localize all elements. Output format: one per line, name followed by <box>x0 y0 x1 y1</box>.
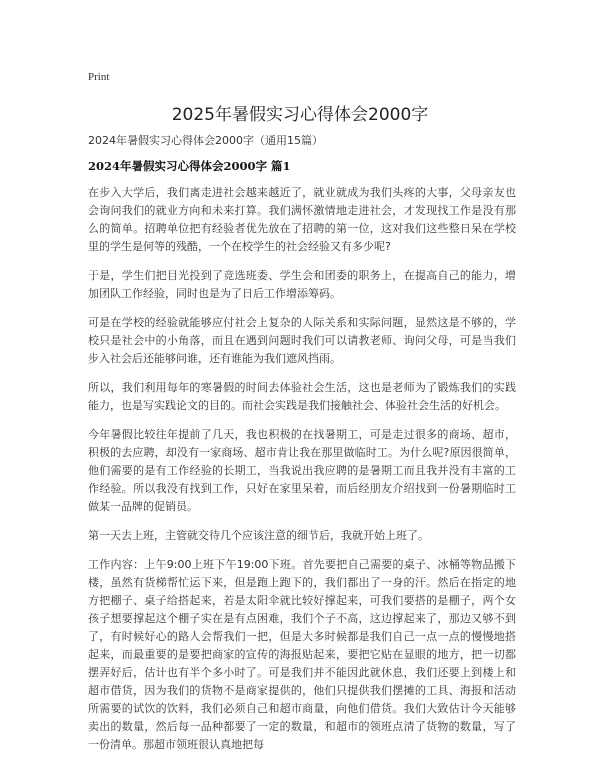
paragraph-7: 工作内容：上午9:00上班下午19:00下班。首先要把自己需要的桌子、冰桶等物品搬下楼，虽然有货梯帮忙运下来，但是跑上跑下的，我们都出了一身的汗。然后在指定的地方把棚子、桌子给搭起来，若是太阳伞就比较好撑起来，可我们要搭的是棚子，两个女孩子想要撑起这个棚子实在是有点困难，我们个子不高，这边撑起来了，那边又够不到了，有时候好心的路人会帮我们一把，但是大多时候都是我们自己一点一点的慢慢地搭起来，而最重要的是要把商家的宣传的海报贴起来，要把它贴在显眼的地方，把一切都摆弄好后，估计也有半个多小时了。可是我们并不能因此就休息，我们还要上到楼上和超市借货，因为我们的货物不是商家提供的，他们只提供我们摆摊的工具、海报和活动所需要的试饮的饮料，我们必须自己和超市商量，向他们借货。我们大致估计今天能够卖出的数量，然后每一品种都要了一定的数量，和超市的领班点清了货物的数量，写了一份清单。那超市领班很认真地把每 <box>88 558 516 751</box>
section-heading: 2024年暑假实习心得体会2000字 篇1 <box>88 159 291 173</box>
paragraph-1: 在步入大学后，我们离走进社会越来越近了，就业就成为我们头疼的大事，父母亲友也会询问我们的就业方向和未来打算。我们满怀激情地走进社会，才发现找工作是没有那么的简单。招聘单位把有经验者优先放在了招聘的第一位，这对我们这些整日呆在学校里的学生是何等的残酷，一个在校学生的社会经验又有多少呢? <box>88 186 516 253</box>
article-body <box>88 184 516 776</box>
document-subtitle: 2024年暑假实习心得体会2000字（通用15篇） <box>88 134 323 147</box>
paragraph-5: 今年暑假比较往年提前了几天，我也积极的在找暑期工，可是走过很多的商场、超市，积极的去应聘，却没有一家商场、超市肯让我在那里做临时工。为什么呢?原因很简单，他们需要的是有工作经验的长期工，当我说出我应聘的是暑期工而且我并没有丰富的工作经验。所以我没有找到工作，只好在家里呆着，而后经朋友介绍找到一份暑期临时工做某一品牌的促销员。 <box>88 428 516 513</box>
page-title: 2025年暑假实习心得体会2000字 <box>171 105 429 125</box>
paragraph-4: 所以，我们利用每年的寒暑假的时间去体验社会生活，这也是老师为了锻炼我们的实践能力，也是写实践论文的目的。而社会实践是我们接触社会、体验社会生活的好机会。 <box>88 381 516 412</box>
paragraph-2: 于是，学生们把目光投到了竞选班委、学生会和团委的职务上，在提高自己的能力，增加团队工作经验，同时也是为了日后工作增添筹码。 <box>88 269 516 300</box>
paragraph-3: 可是在学校的经验就能够应付社会上复杂的人际关系和实际问题，显然这是不够的，学校只是社会中的小角落，而且在遇到问题时我们可以请教老师、询问父母，可是当我们步入社会后还能够问谁，还有谁能为我们遮风挡雨。 <box>88 316 516 365</box>
paragraph-6: 第一天去上班，主管就交待几个应该注意的细节后，我就开始上班了。 <box>88 529 429 542</box>
print-label: Print <box>88 71 110 83</box>
